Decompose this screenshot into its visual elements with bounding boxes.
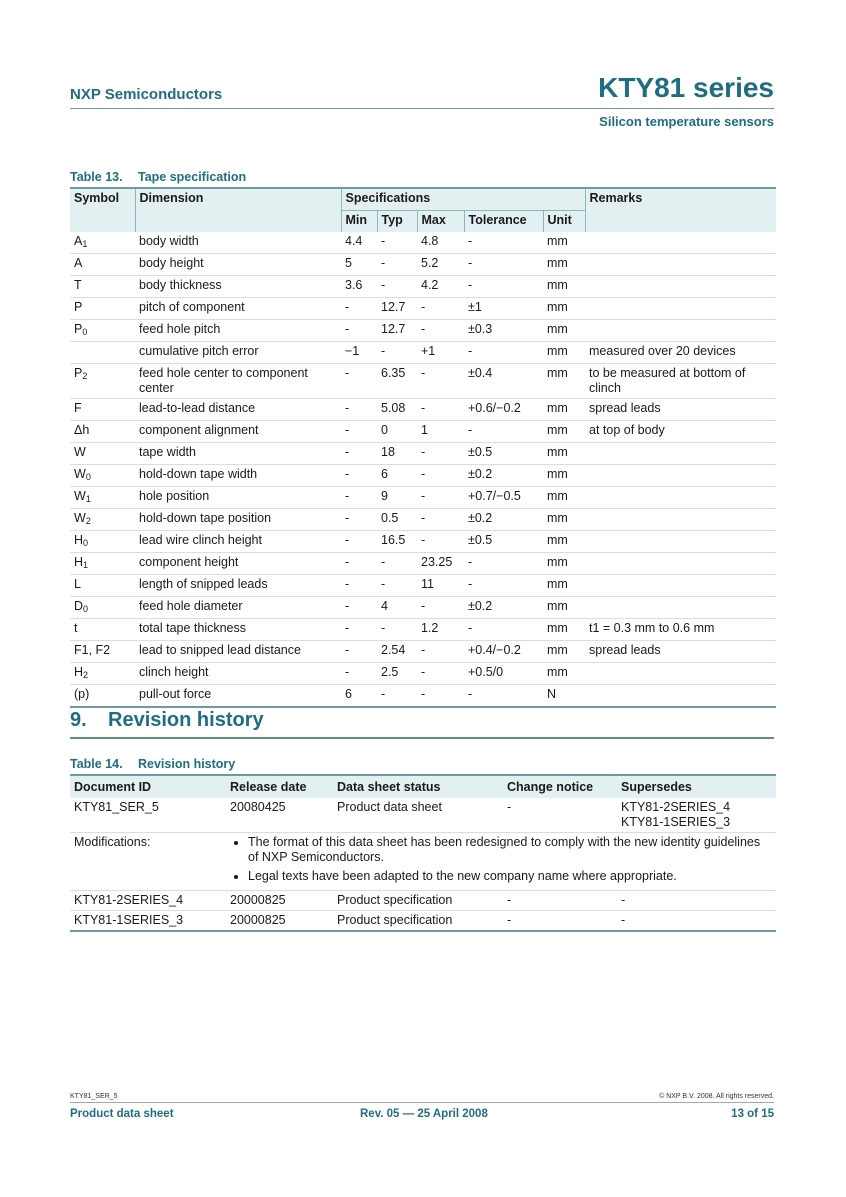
tolerance: - [464, 575, 543, 597]
tolerance: +0.7/−0.5 [464, 487, 543, 509]
dimension: lead to snipped lead distance [135, 641, 341, 663]
modifications-row [70, 833, 776, 891]
min: - [341, 421, 377, 443]
typ: - [377, 342, 417, 364]
remarks [585, 663, 776, 685]
header-change-notice: Change notice [503, 775, 617, 798]
symbol-text: Δh [74, 423, 90, 437]
unit: mm [543, 364, 585, 399]
remarks [585, 465, 776, 487]
symbol-subscript: 1 [82, 239, 88, 249]
table13-title: Tape specification [138, 170, 247, 184]
tolerance: +0.4/−0.2 [464, 641, 543, 663]
table-row [70, 798, 776, 833]
max: - [417, 298, 464, 320]
symbol [70, 531, 135, 553]
table-row [70, 465, 776, 487]
unit: mm [543, 619, 585, 641]
symbol [70, 685, 135, 708]
min: - [341, 531, 377, 553]
min: −1 [341, 342, 377, 364]
min: - [341, 465, 377, 487]
symbol-text: H [74, 665, 84, 679]
header-unit: Unit [543, 211, 585, 233]
symbol [70, 641, 135, 663]
table-row [70, 232, 776, 254]
unit: mm [543, 276, 585, 298]
typ: - [377, 685, 417, 708]
unit: mm [543, 298, 585, 320]
symbol-text: H [74, 555, 84, 569]
supersedes-2: KTY81-1SERIES_3 [621, 815, 731, 829]
symbol-text: A [74, 256, 83, 270]
modifications-list [230, 835, 772, 884]
table-row [70, 891, 776, 911]
header-typ: Typ [377, 211, 417, 233]
min: - [341, 443, 377, 465]
table-row [70, 298, 776, 320]
symbol [70, 421, 135, 443]
dimension: total tape thickness [135, 619, 341, 641]
header-remarks: Remarks [585, 188, 776, 232]
min: - [341, 298, 377, 320]
unit: mm [543, 641, 585, 663]
table14-title: Revision history [138, 757, 236, 771]
symbol-subscript: 0 [83, 604, 89, 614]
min: - [341, 663, 377, 685]
remarks [585, 575, 776, 597]
unit: mm [543, 342, 585, 364]
symbol-text: (p) [74, 687, 90, 701]
dimension: length of snipped leads [135, 575, 341, 597]
footer-rule [70, 1102, 774, 1103]
remarks [585, 597, 776, 619]
change-notice: - [503, 911, 617, 932]
max: 5.2 [417, 254, 464, 276]
remarks [585, 320, 776, 342]
typ: 4 [377, 597, 417, 619]
release-date: 20000825 [226, 911, 333, 932]
min: - [341, 364, 377, 399]
symbol [70, 597, 135, 619]
tolerance: - [464, 553, 543, 575]
min: - [341, 509, 377, 531]
typ: 5.08 [377, 399, 417, 421]
remarks [585, 685, 776, 708]
min: - [341, 641, 377, 663]
min: - [341, 399, 377, 421]
symbol-subscript: 2 [83, 670, 89, 680]
dimension: body height [135, 254, 341, 276]
table-row [70, 575, 776, 597]
header-release-date: Release date [226, 775, 333, 798]
remarks: spread leads [585, 641, 776, 663]
symbol-subscript: 0 [83, 538, 89, 548]
symbol-text: W [74, 511, 86, 525]
typ: - [377, 619, 417, 641]
header-min: Min [341, 211, 377, 233]
symbol [70, 276, 135, 298]
dimension: component alignment [135, 421, 341, 443]
unit: mm [543, 597, 585, 619]
dimension: lead-to-lead distance [135, 399, 341, 421]
max: - [417, 465, 464, 487]
typ: 6.35 [377, 364, 417, 399]
header-tolerance: Tolerance [464, 211, 543, 233]
status: Product data sheet [333, 798, 503, 833]
typ: 0.5 [377, 509, 417, 531]
symbol-text: P [74, 300, 83, 314]
change-notice: - [503, 798, 617, 833]
table-row [70, 487, 776, 509]
unit: N [543, 685, 585, 708]
max: - [417, 364, 464, 399]
max: - [417, 685, 464, 708]
remarks [585, 487, 776, 509]
doc-id: KTY81-2SERIES_4 [70, 891, 226, 911]
min: 5 [341, 254, 377, 276]
typ: 16.5 [377, 531, 417, 553]
header-dimension: Dimension [135, 188, 341, 232]
symbol [70, 509, 135, 531]
table-row [70, 663, 776, 685]
symbol-text: F1, F2 [74, 643, 111, 657]
table-row [70, 443, 776, 465]
change-notice: - [503, 891, 617, 911]
table-row [70, 553, 776, 575]
unit: mm [543, 575, 585, 597]
dimension: feed hole diameter [135, 597, 341, 619]
typ: - [377, 254, 417, 276]
max: 23.25 [417, 553, 464, 575]
dimension: clinch height [135, 663, 341, 685]
header-subtitle: Silicon temperature sensors [599, 114, 774, 129]
tolerance: +0.5/0 [464, 663, 543, 685]
tolerance: ±1 [464, 298, 543, 320]
typ: 9 [377, 487, 417, 509]
min: - [341, 553, 377, 575]
table-row [70, 254, 776, 276]
footer-revision: Rev. 05 — 25 April 2008 [360, 1108, 488, 1120]
min: - [341, 320, 377, 342]
footer-doc-id: KTY81_SER_5 [70, 1093, 118, 1100]
symbol [70, 575, 135, 597]
header-status: Data sheet status [333, 775, 503, 798]
header-company: NXP Semiconductors [70, 86, 223, 103]
unit: mm [543, 421, 585, 443]
symbol-text: P [74, 366, 83, 380]
min: - [341, 487, 377, 509]
symbol [70, 232, 135, 254]
tolerance: - [464, 232, 543, 254]
remarks: measured over 20 devices [585, 342, 776, 364]
symbol [70, 399, 135, 421]
unit: mm [543, 509, 585, 531]
symbol [70, 663, 135, 685]
tape-specification-table [70, 187, 776, 708]
tolerance: - [464, 276, 543, 298]
unit: mm [543, 254, 585, 276]
typ: 6 [377, 465, 417, 487]
dimension: body thickness [135, 276, 341, 298]
remarks [585, 232, 776, 254]
supersedes: - [617, 911, 776, 932]
symbol-text: F [74, 401, 82, 415]
header-supersedes: Supersedes [617, 775, 776, 798]
symbol-text: P [74, 322, 83, 336]
tolerance: - [464, 685, 543, 708]
typ: - [377, 575, 417, 597]
min: - [341, 597, 377, 619]
typ: - [377, 232, 417, 254]
tolerance: ±0.2 [464, 465, 543, 487]
table-row [70, 509, 776, 531]
dimension: component height [135, 553, 341, 575]
typ: 18 [377, 443, 417, 465]
tolerance: - [464, 254, 543, 276]
dimension: tape width [135, 443, 341, 465]
section-title: Revision history [108, 709, 264, 731]
symbol-subscript: 0 [82, 327, 88, 337]
max: 1 [417, 421, 464, 443]
symbol-text: H [74, 533, 84, 547]
unit: mm [543, 487, 585, 509]
header-max: Max [417, 211, 464, 233]
doc-id: KTY81-1SERIES_3 [70, 911, 226, 932]
header-symbol: Symbol [70, 188, 135, 232]
symbol-text: A [74, 234, 83, 248]
max: - [417, 487, 464, 509]
typ: - [377, 553, 417, 575]
doc-id: KTY81_SER_5 [70, 798, 226, 833]
dimension: feed hole center to component center [135, 364, 341, 399]
symbol-subscript: 1 [85, 494, 91, 504]
table13-caption [70, 170, 246, 184]
table-row [70, 597, 776, 619]
remarks [585, 276, 776, 298]
symbol [70, 298, 135, 320]
modifications-list-cell [226, 833, 776, 891]
dimension: cumulative pitch error [135, 342, 341, 364]
symbol-subscript: 1 [83, 560, 89, 570]
symbol [70, 619, 135, 641]
remarks [585, 553, 776, 575]
table-row [70, 619, 776, 641]
max: - [417, 320, 464, 342]
modifications-label: Modifications: [70, 833, 226, 891]
table-row [70, 421, 776, 443]
tolerance: - [464, 342, 543, 364]
max: - [417, 399, 464, 421]
typ: 12.7 [377, 298, 417, 320]
remarks: to be measured at bottom of clinch [585, 364, 776, 399]
typ: 2.54 [377, 641, 417, 663]
tolerance: ±0.4 [464, 364, 543, 399]
remarks: at top of body [585, 421, 776, 443]
symbol-text: T [74, 278, 82, 292]
max: 11 [417, 575, 464, 597]
revision-history-table [70, 774, 776, 932]
symbol [70, 342, 135, 364]
unit: mm [543, 553, 585, 575]
symbol [70, 254, 135, 276]
min: 6 [341, 685, 377, 708]
remarks [585, 509, 776, 531]
table-row [70, 685, 776, 708]
table-row [70, 364, 776, 399]
max: - [417, 531, 464, 553]
dimension: pitch of component [135, 298, 341, 320]
symbol [70, 553, 135, 575]
section-number: 9. [70, 709, 87, 731]
table14-number: Table 14. [70, 757, 123, 771]
table13-number: Table 13. [70, 170, 123, 184]
symbol-text: L [74, 577, 81, 591]
max: - [417, 443, 464, 465]
max: +1 [417, 342, 464, 364]
tolerance: ±0.2 [464, 597, 543, 619]
unit: mm [543, 531, 585, 553]
modification-item: • The format of this data sheet has been redesigned to comply with the new identity guidelines of NXP Semiconductors. [248, 835, 772, 865]
symbol-text: W [74, 445, 86, 459]
tolerance: +0.6/−0.2 [464, 399, 543, 421]
status: Product specification [333, 911, 503, 932]
modification-item: • Legal texts have been adapted to the new company name where appropriate. [248, 869, 772, 884]
dimension: hold-down tape width [135, 465, 341, 487]
header-document-id: Document ID [70, 775, 226, 798]
typ: 0 [377, 421, 417, 443]
symbol [70, 443, 135, 465]
remarks [585, 531, 776, 553]
max: - [417, 641, 464, 663]
symbol [70, 487, 135, 509]
table-row [70, 276, 776, 298]
symbol-subscript: 2 [85, 516, 91, 526]
min: 4.4 [341, 232, 377, 254]
remarks [585, 254, 776, 276]
tolerance: - [464, 619, 543, 641]
table-row [70, 641, 776, 663]
supersedes [617, 798, 776, 833]
table14-caption [70, 757, 235, 771]
tolerance: ±0.3 [464, 320, 543, 342]
typ: 2.5 [377, 663, 417, 685]
table-row [70, 531, 776, 553]
tolerance: ±0.2 [464, 509, 543, 531]
table-row [70, 399, 776, 421]
symbol-subscript: 2 [82, 371, 88, 381]
header-title: KTY81 series [598, 72, 774, 103]
remarks [585, 443, 776, 465]
max: - [417, 509, 464, 531]
status: Product specification [333, 891, 503, 911]
max: - [417, 663, 464, 685]
section-heading [70, 709, 264, 732]
footer-page-number: 13 of 15 [731, 1108, 774, 1120]
max: - [417, 597, 464, 619]
symbol [70, 465, 135, 487]
unit: mm [543, 320, 585, 342]
supersedes-1: KTY81-2SERIES_4 [621, 800, 731, 814]
remarks: spread leads [585, 399, 776, 421]
header-rule [70, 108, 774, 109]
release-date: 20080425 [226, 798, 333, 833]
header-specifications: Specifications [341, 188, 585, 211]
symbol-text: W [74, 467, 86, 481]
unit: mm [543, 465, 585, 487]
footer-copyright: © NXP B.V. 2008. All rights reserved. [659, 1093, 774, 1100]
tolerance: ±0.5 [464, 531, 543, 553]
typ: 12.7 [377, 320, 417, 342]
unit: mm [543, 232, 585, 254]
symbol [70, 364, 135, 399]
dimension: pull-out force [135, 685, 341, 708]
table-row [70, 342, 776, 364]
supersedes: - [617, 891, 776, 911]
symbol-text: D [74, 599, 84, 613]
symbol-text: W [74, 489, 86, 503]
unit: mm [543, 443, 585, 465]
min: - [341, 619, 377, 641]
unit: mm [543, 663, 585, 685]
max: 1.2 [417, 619, 464, 641]
tolerance: - [464, 421, 543, 443]
dimension: body width [135, 232, 341, 254]
table-row [70, 911, 776, 932]
remarks [585, 298, 776, 320]
release-date: 20000825 [226, 891, 333, 911]
min: 3.6 [341, 276, 377, 298]
dimension: feed hole pitch [135, 320, 341, 342]
section-rule [70, 737, 774, 739]
symbol-text: t [74, 621, 78, 635]
table-row [70, 320, 776, 342]
symbol-subscript: 0 [85, 472, 91, 482]
tolerance: ±0.5 [464, 443, 543, 465]
min: - [341, 575, 377, 597]
footer-doc-type: Product data sheet [70, 1108, 174, 1120]
dimension: lead wire clinch height [135, 531, 341, 553]
max: 4.8 [417, 232, 464, 254]
symbol [70, 320, 135, 342]
dimension: hold-down tape position [135, 509, 341, 531]
max: 4.2 [417, 276, 464, 298]
dimension: hole position [135, 487, 341, 509]
remarks: t1 = 0.3 mm to 0.6 mm [585, 619, 776, 641]
typ: - [377, 276, 417, 298]
unit: mm [543, 399, 585, 421]
